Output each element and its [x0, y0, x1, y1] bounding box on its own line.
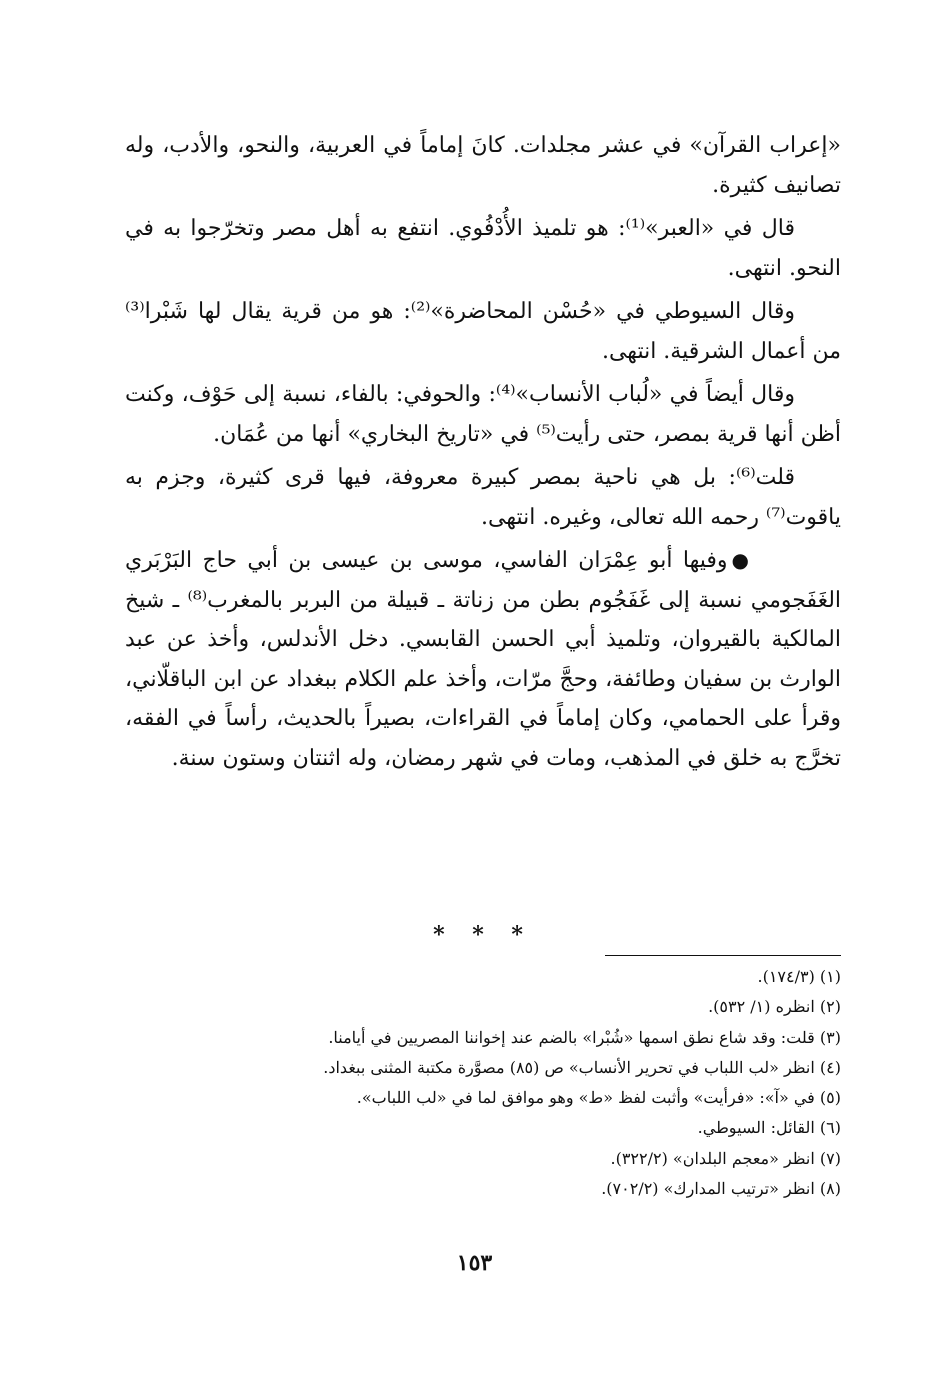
paragraph-5: قلت⁽⁶⁾: بل هي ناحية بمصر كبيرة معروفة، فيها قرى كثيرة، وجزم به ياقوت⁽⁷⁾ رحمه الله تعالى، وغيره. انتهى.: [125, 465, 841, 530]
footnote-4: (٤) انظر «لب اللباب في تحرير الأنساب» ص (٨٥) مصوَّرة مكتبة المثنى ببغداد.: [323, 1057, 841, 1077]
footnote-2: (٢) انظره (١/ ٥٣٢).: [708, 997, 841, 1017]
footnote-7: (٧) انظر «معجم البلدان» (٣٢٢/٢).: [610, 1148, 841, 1168]
paragraph-4: وقال أيضاً في «لُباب الأنساب»⁽⁴⁾: والحوفي: بالفاء، نسبة إلى حَوْف، وكنت أظن أنها قرية بمصر، حتى رأيت⁽⁵⁾ في «تاريخ البخاري» أنها من عُمَان.: [125, 382, 841, 447]
entry-paragraph: [125, 541, 841, 778]
footnotes: [125, 962, 841, 1204]
paragraph-2: قال في «العبر»⁽¹⁾: هو تلميذ الأُدْفُوي. انتفع به أهل مصر وتخرّجوا به في النحو. انتهى.: [125, 216, 841, 281]
entry-text: وفيها أبو عِمْرَان الفاسي، موسى بن عيسى بن أبي حاج البَرْبَري الغَفَجومي نسبة إلى غَفَجُوم بطن من زناتة ـ قبيلة من البربر بالمغرب⁽⁸⁾ ـ شيخ المالكية بالقيروان، وتلميذ أبي الحسن القابسي. دخل الأندلس، وأخذ عن عبد الوارث بن سفيان وطائفة، وحجَّ مرّات، وأخذ علم الكلام ببغداد عن ابن الباقلّاني، وقرأ على الحمامي، وكان إماماً في القراءات، بصيراً بالحديث، رأساً في الفقه، تخرَّج به خلق في المذهب، ومات في شهر رمضان، وله اثنتان وستون سنة.: [125, 548, 842, 771]
paragraph-3: وقال السيوطي في «حُسْن المحاضرة»⁽²⁾: هو من قرية يقال لها شَبْرا⁽³⁾ من أعمال الشرقية. انتهى.: [125, 299, 841, 364]
paragraph-1: «إعراب القرآن» في عشر مجلدات. كانَ إماماً في العربية، والنحو، والأدب، وله تصانيف كثيرة.: [125, 133, 841, 198]
footnote-divider: [605, 955, 841, 956]
main-text: [125, 126, 841, 782]
page-number: ١٥٣: [456, 1250, 493, 1276]
footnote-6: (٦) القائل: السيوطي.: [697, 1118, 841, 1138]
footnote-1: (١) (١٧٤/٣).: [757, 967, 841, 986]
footnote-5: (٥) في «آ»: «فرأيت» وأثبت لفظ «ط» وهو موافق لما في «لب اللباب».: [356, 1088, 841, 1108]
section-separator: * * *: [433, 922, 533, 948]
bullet-icon: ●: [731, 548, 749, 572]
footnote-3: (٣) قلت: وقد شاع نطق اسمها «شُبْرا» بالضم عند إخواننا المصريين في أيامنا.: [328, 1027, 841, 1047]
footnote-8: (٨) انظر «ترتيب المدارك» (٧٠٢/٢).: [601, 1179, 841, 1199]
